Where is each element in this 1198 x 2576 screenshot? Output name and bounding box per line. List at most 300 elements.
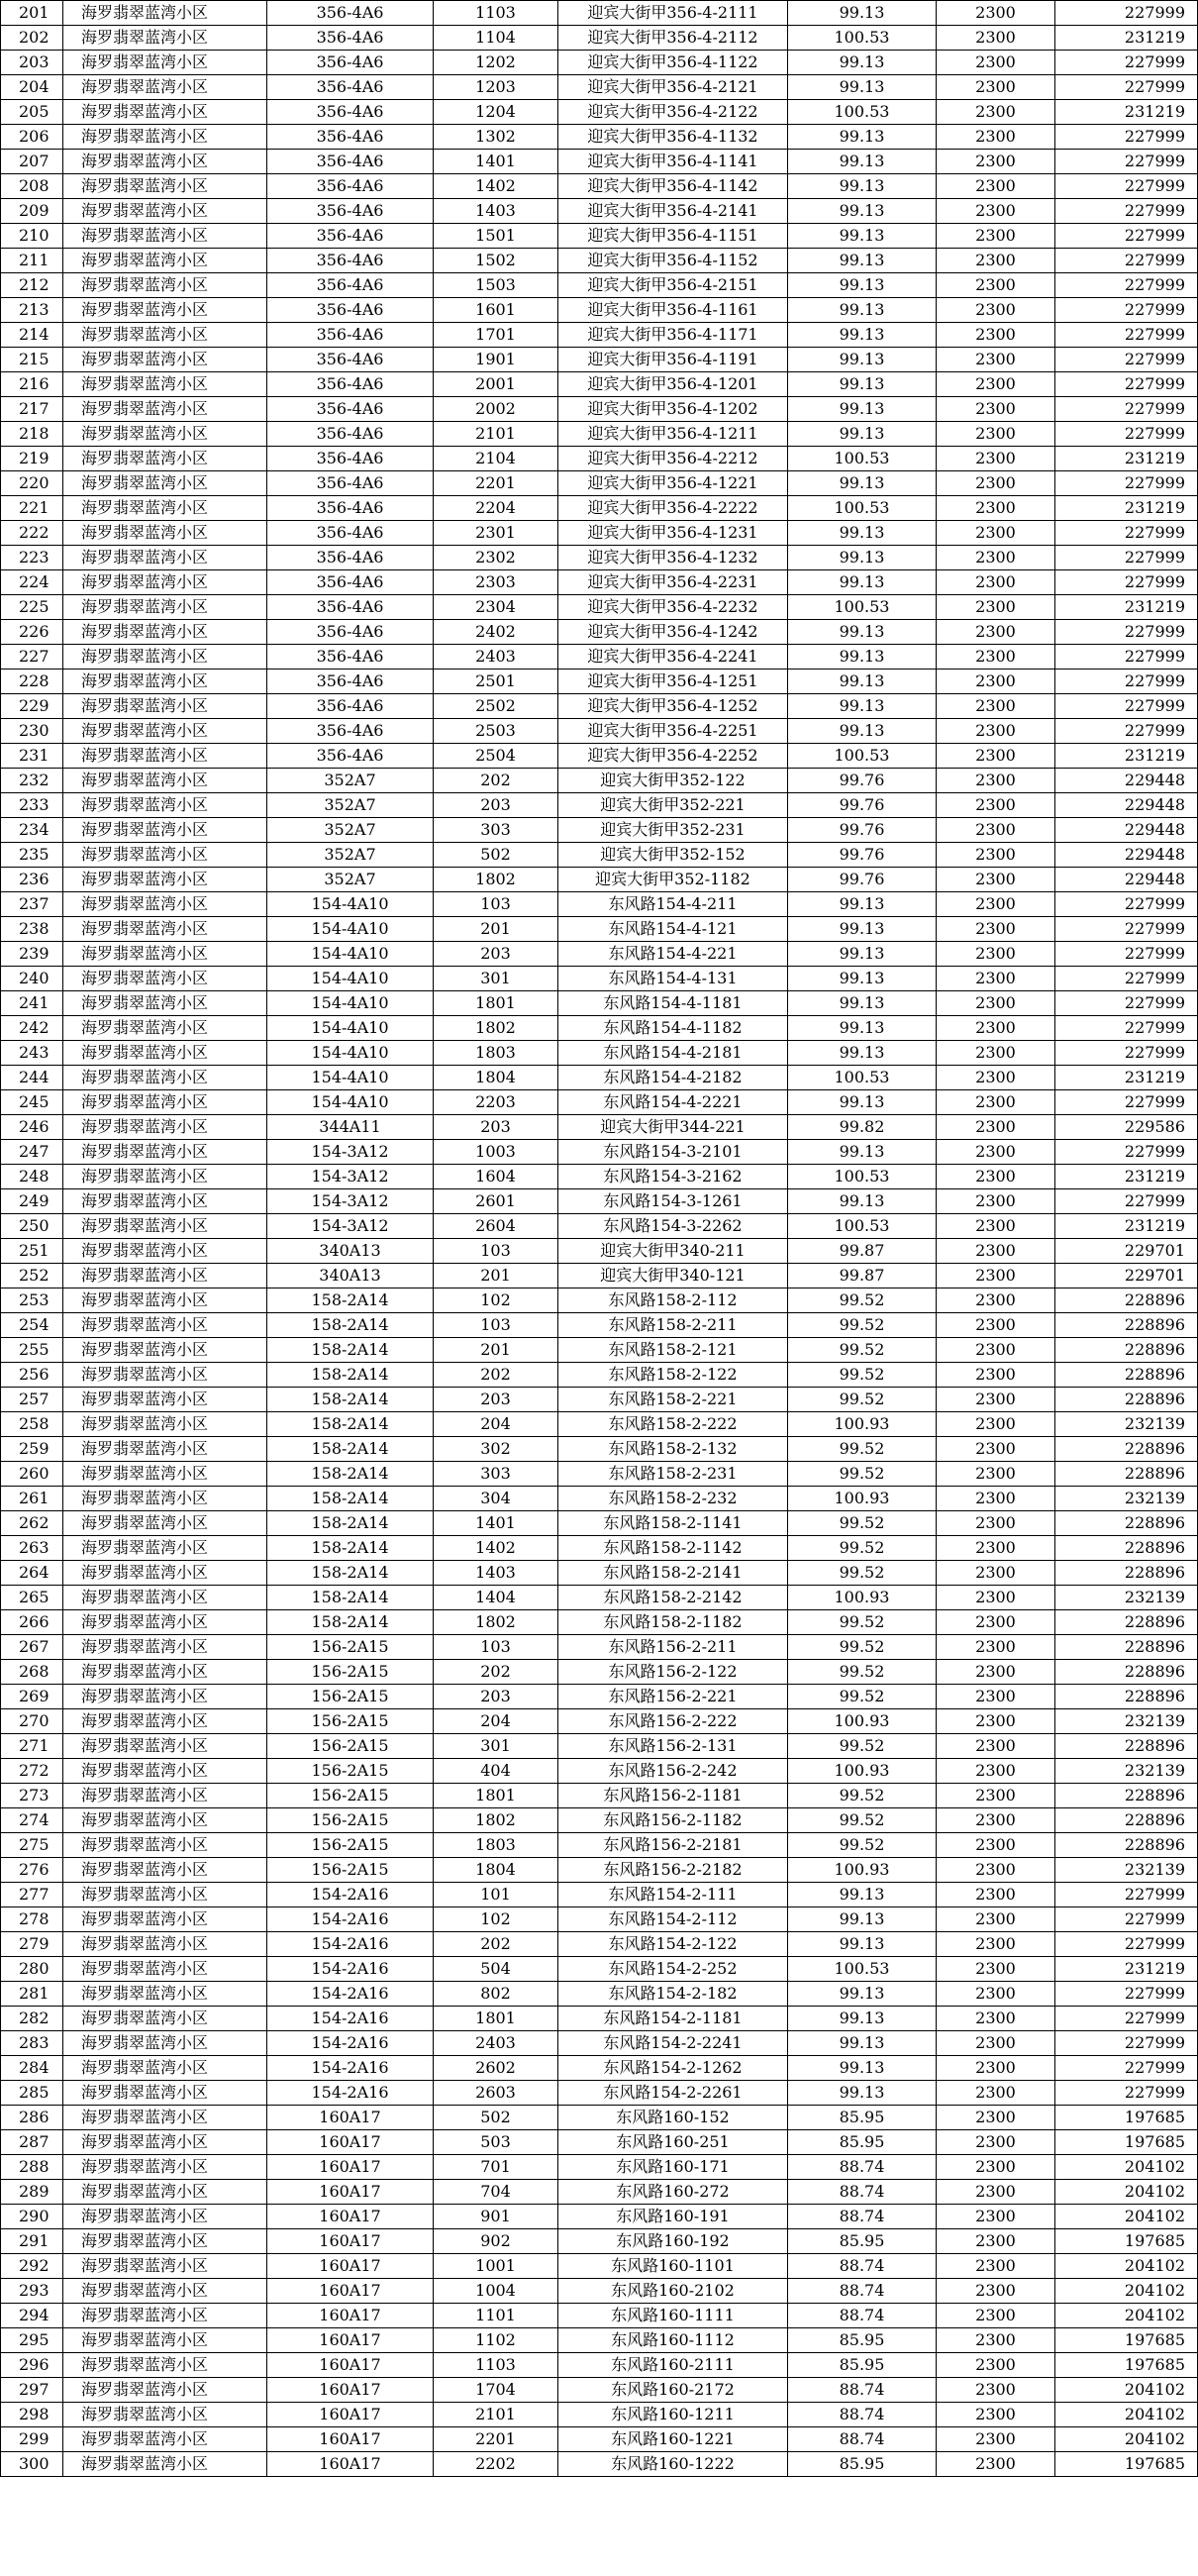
unit-price-cell: 2300 <box>937 1511 1055 1536</box>
building-number-cell: 156-2A15 <box>267 1833 434 1858</box>
table-row <box>1 595 1198 620</box>
total-price-cell: 197685 <box>1055 2353 1198 2378</box>
area-cell: 99.76 <box>788 843 937 868</box>
unit-price-cell: 2300 <box>937 1858 1055 1883</box>
table-row <box>1 2155 1198 2180</box>
address-cell: 迎宾大街甲356-4-1231 <box>558 521 788 546</box>
building-number-cell: 156-2A15 <box>267 1734 434 1759</box>
community-name-cell: 海罗翡翠蓝湾小区 <box>63 2205 267 2229</box>
room-number-cell: 102 <box>434 1907 558 1932</box>
row-index-cell: 287 <box>1 2130 63 2155</box>
unit-price-cell: 2300 <box>937 1759 1055 1784</box>
unit-price-cell: 2300 <box>937 1090 1055 1115</box>
building-number-cell: 154-3A12 <box>267 1165 434 1189</box>
community-name-cell: 海罗翡翠蓝湾小区 <box>63 348 267 372</box>
table-row <box>1 249 1198 273</box>
total-price-cell: 227999 <box>1055 719 1198 744</box>
room-number-cell: 103 <box>434 892 558 917</box>
area-cell: 88.74 <box>788 2205 937 2229</box>
area-cell: 100.53 <box>788 1165 937 1189</box>
community-name-cell: 海罗翡翠蓝湾小区 <box>63 2130 267 2155</box>
room-number-cell: 1804 <box>434 1858 558 1883</box>
area-cell: 99.13 <box>788 694 937 719</box>
building-number-cell: 154-2A16 <box>267 2007 434 2031</box>
building-number-cell: 160A17 <box>267 2304 434 2328</box>
building-number-cell: 356-4A6 <box>267 570 434 595</box>
unit-price-cell: 2300 <box>937 249 1055 273</box>
area-cell: 88.74 <box>788 2279 937 2304</box>
row-index-cell: 203 <box>1 51 63 75</box>
area-cell: 99.13 <box>788 471 937 496</box>
total-price-cell: 227999 <box>1055 298 1198 323</box>
room-number-cell: 1802 <box>434 1808 558 1833</box>
address-cell: 东风路160-152 <box>558 2106 788 2130</box>
building-number-cell: 352A7 <box>267 868 434 892</box>
area-cell: 99.13 <box>788 1 937 26</box>
community-name-cell: 海罗翡翠蓝湾小区 <box>63 1660 267 1685</box>
address-cell: 迎宾大街甲356-4-1142 <box>558 174 788 199</box>
community-name-cell: 海罗翡翠蓝湾小区 <box>63 1 267 26</box>
room-number-cell: 202 <box>434 1932 558 1957</box>
community-name-cell: 海罗翡翠蓝湾小区 <box>63 1858 267 1883</box>
address-cell: 迎宾大街甲356-4-1152 <box>558 249 788 273</box>
room-number-cell: 2101 <box>434 2403 558 2427</box>
area-cell: 99.13 <box>788 224 937 249</box>
address-cell: 东风路158-2-211 <box>558 1313 788 1338</box>
table-row <box>1 323 1198 348</box>
total-price-cell: 204102 <box>1055 2205 1198 2229</box>
community-name-cell: 海罗翡翠蓝湾小区 <box>63 942 267 967</box>
building-number-cell: 154-4A10 <box>267 1016 434 1041</box>
row-index-cell: 204 <box>1 75 63 100</box>
room-number-cell: 201 <box>434 1338 558 1363</box>
building-number-cell: 160A17 <box>267 2353 434 2378</box>
total-price-cell: 204102 <box>1055 2279 1198 2304</box>
address-cell: 东风路158-2-222 <box>558 1412 788 1437</box>
address-cell: 东风路158-2-112 <box>558 1288 788 1313</box>
community-name-cell: 海罗翡翠蓝湾小区 <box>63 843 267 868</box>
address-cell: 东风路154-3-2162 <box>558 1165 788 1189</box>
total-price-cell: 227999 <box>1055 1 1198 26</box>
row-index-cell: 293 <box>1 2279 63 2304</box>
total-price-cell: 227999 <box>1055 150 1198 174</box>
area-cell: 85.95 <box>788 2130 937 2155</box>
unit-price-cell: 2300 <box>937 521 1055 546</box>
community-name-cell: 海罗翡翠蓝湾小区 <box>63 323 267 348</box>
unit-price-cell: 2300 <box>937 1288 1055 1313</box>
room-number-cell: 1501 <box>434 224 558 249</box>
table-row <box>1 496 1198 521</box>
building-number-cell: 356-4A6 <box>267 422 434 447</box>
row-index-cell: 299 <box>1 2427 63 2452</box>
area-cell: 99.13 <box>788 620 937 645</box>
table-row <box>1 620 1198 645</box>
address-cell: 迎宾大街甲352-231 <box>558 818 788 843</box>
building-number-cell: 160A17 <box>267 2130 434 2155</box>
building-number-cell: 158-2A14 <box>267 1363 434 1388</box>
building-number-cell: 356-4A6 <box>267 100 434 125</box>
building-number-cell: 154-2A16 <box>267 1982 434 2007</box>
address-cell: 迎宾大街甲356-4-1122 <box>558 51 788 75</box>
building-number-cell: 156-2A15 <box>267 1858 434 1883</box>
table-row <box>1 1288 1198 1313</box>
area-cell: 99.13 <box>788 51 937 75</box>
room-number-cell: 202 <box>434 769 558 793</box>
area-cell: 99.13 <box>788 1907 937 1932</box>
address-cell: 东风路154-2-2241 <box>558 2031 788 2056</box>
total-price-cell: 228896 <box>1055 1561 1198 1586</box>
room-number-cell: 203 <box>434 942 558 967</box>
address-cell: 迎宾大街甲356-4-1211 <box>558 422 788 447</box>
area-cell: 99.52 <box>788 1734 937 1759</box>
building-number-cell: 158-2A14 <box>267 1288 434 1313</box>
community-name-cell: 海罗翡翠蓝湾小区 <box>63 1140 267 1165</box>
unit-price-cell: 2300 <box>937 2180 1055 2205</box>
total-price-cell: 229701 <box>1055 1264 1198 1288</box>
community-name-cell: 海罗翡翠蓝湾小区 <box>63 991 267 1016</box>
community-name-cell: 海罗翡翠蓝湾小区 <box>63 1883 267 1907</box>
table-row <box>1 199 1198 224</box>
address-cell: 东风路154-2-122 <box>558 1932 788 1957</box>
area-cell: 99.52 <box>788 1660 937 1685</box>
community-name-cell: 海罗翡翠蓝湾小区 <box>63 2155 267 2180</box>
building-number-cell: 160A17 <box>267 2328 434 2353</box>
building-number-cell: 154-3A12 <box>267 1214 434 1239</box>
total-price-cell: 228896 <box>1055 1833 1198 1858</box>
unit-price-cell: 2300 <box>937 1487 1055 1511</box>
address-cell: 迎宾大街甲340-121 <box>558 1264 788 1288</box>
community-name-cell: 海罗翡翠蓝湾小区 <box>63 670 267 694</box>
room-number-cell: 2302 <box>434 546 558 570</box>
row-index-cell: 274 <box>1 1808 63 1833</box>
unit-price-cell: 2300 <box>937 1982 1055 2007</box>
community-name-cell: 海罗翡翠蓝湾小区 <box>63 917 267 942</box>
address-cell: 东风路160-2102 <box>558 2279 788 2304</box>
community-name-cell: 海罗翡翠蓝湾小区 <box>63 1808 267 1833</box>
row-index-cell: 242 <box>1 1016 63 1041</box>
area-cell: 100.93 <box>788 1759 937 1784</box>
row-index-cell: 223 <box>1 546 63 570</box>
row-index-cell: 278 <box>1 1907 63 1932</box>
building-number-cell: 352A7 <box>267 769 434 793</box>
area-cell: 99.13 <box>788 1041 937 1066</box>
area-cell: 99.13 <box>788 942 937 967</box>
unit-price-cell: 2300 <box>937 2353 1055 2378</box>
total-price-cell: 231219 <box>1055 26 1198 51</box>
total-price-cell: 204102 <box>1055 2254 1198 2279</box>
room-number-cell: 901 <box>434 2205 558 2229</box>
unit-price-cell: 2300 <box>937 1338 1055 1363</box>
community-name-cell: 海罗翡翠蓝湾小区 <box>63 298 267 323</box>
total-price-cell: 227999 <box>1055 422 1198 447</box>
address-cell: 东风路160-1222 <box>558 2452 788 2477</box>
total-price-cell: 228896 <box>1055 1511 1198 1536</box>
unit-price-cell: 2300 <box>937 2155 1055 2180</box>
room-number-cell: 704 <box>434 2180 558 2205</box>
address-cell: 东风路154-2-1262 <box>558 2056 788 2081</box>
community-name-cell: 海罗翡翠蓝湾小区 <box>63 546 267 570</box>
area-cell: 99.87 <box>788 1239 937 1264</box>
community-name-cell: 海罗翡翠蓝湾小区 <box>63 818 267 843</box>
building-number-cell: 356-4A6 <box>267 26 434 51</box>
room-number-cell: 1302 <box>434 125 558 150</box>
address-cell: 东风路154-4-1181 <box>558 991 788 1016</box>
unit-price-cell: 2300 <box>937 1635 1055 1660</box>
table-row <box>1 2031 1198 2056</box>
table-row <box>1 1982 1198 2007</box>
area-cell: 100.53 <box>788 26 937 51</box>
community-name-cell: 海罗翡翠蓝湾小区 <box>63 570 267 595</box>
total-price-cell: 227999 <box>1055 397 1198 422</box>
address-cell: 迎宾大街甲356-4-1201 <box>558 372 788 397</box>
table-row <box>1 348 1198 372</box>
building-number-cell: 160A17 <box>267 2180 434 2205</box>
unit-price-cell: 2300 <box>937 397 1055 422</box>
unit-price-cell: 2300 <box>937 273 1055 298</box>
building-number-cell: 154-2A16 <box>267 1957 434 1982</box>
building-number-cell: 356-4A6 <box>267 75 434 100</box>
table-row <box>1 1586 1198 1610</box>
row-index-cell: 216 <box>1 372 63 397</box>
area-cell: 99.13 <box>788 273 937 298</box>
row-index-cell: 259 <box>1 1437 63 1462</box>
building-number-cell: 352A7 <box>267 818 434 843</box>
unit-price-cell: 2300 <box>937 942 1055 967</box>
total-price-cell: 227999 <box>1055 521 1198 546</box>
building-number-cell: 160A17 <box>267 2403 434 2427</box>
row-index-cell: 265 <box>1 1586 63 1610</box>
address-cell: 迎宾大街甲356-4-1132 <box>558 125 788 150</box>
row-index-cell: 222 <box>1 521 63 546</box>
unit-price-cell: 2300 <box>937 967 1055 991</box>
room-number-cell: 1103 <box>434 1 558 26</box>
room-number-cell: 1104 <box>434 26 558 51</box>
table-row <box>1 150 1198 174</box>
room-number-cell: 1402 <box>434 1536 558 1561</box>
community-name-cell: 海罗翡翠蓝湾小区 <box>63 1363 267 1388</box>
area-cell: 99.13 <box>788 2081 937 2106</box>
community-name-cell: 海罗翡翠蓝湾小区 <box>63 471 267 496</box>
address-cell: 东风路154-3-1261 <box>558 1189 788 1214</box>
unit-price-cell: 2300 <box>937 1437 1055 1462</box>
room-number-cell: 2202 <box>434 2452 558 2477</box>
unit-price-cell: 2300 <box>937 2254 1055 2279</box>
room-number-cell: 202 <box>434 1660 558 1685</box>
total-price-cell: 204102 <box>1055 2427 1198 2452</box>
area-cell: 100.53 <box>788 595 937 620</box>
table-row <box>1 2229 1198 2254</box>
unit-price-cell: 2300 <box>937 125 1055 150</box>
building-number-cell: 160A17 <box>267 2279 434 2304</box>
address-cell: 东风路154-2-182 <box>558 1982 788 2007</box>
row-index-cell: 218 <box>1 422 63 447</box>
building-number-cell: 356-4A6 <box>267 670 434 694</box>
unit-price-cell: 2300 <box>937 2007 1055 2031</box>
area-cell: 88.74 <box>788 2378 937 2403</box>
area-cell: 88.74 <box>788 2180 937 2205</box>
unit-price-cell: 2300 <box>937 2081 1055 2106</box>
area-cell: 100.93 <box>788 1709 937 1734</box>
address-cell: 迎宾大街甲356-4-2122 <box>558 100 788 125</box>
building-number-cell: 356-4A6 <box>267 174 434 199</box>
row-index-cell: 248 <box>1 1165 63 1189</box>
table-row <box>1 2427 1198 2452</box>
total-price-cell: 227999 <box>1055 1932 1198 1957</box>
building-number-cell: 158-2A14 <box>267 1437 434 1462</box>
table-row <box>1 224 1198 249</box>
address-cell: 东风路156-2-211 <box>558 1635 788 1660</box>
community-name-cell: 海罗翡翠蓝湾小区 <box>63 372 267 397</box>
address-cell: 迎宾大街甲344-221 <box>558 1115 788 1140</box>
table-row <box>1 991 1198 1016</box>
row-index-cell: 270 <box>1 1709 63 1734</box>
table-row <box>1 2254 1198 2279</box>
room-number-cell: 1604 <box>434 1165 558 1189</box>
row-index-cell: 279 <box>1 1932 63 1957</box>
unit-price-cell: 2300 <box>937 1140 1055 1165</box>
area-cell: 88.74 <box>788 2427 937 2452</box>
unit-price-cell: 2300 <box>937 1586 1055 1610</box>
room-number-cell: 1401 <box>434 1511 558 1536</box>
table-row <box>1 1090 1198 1115</box>
area-cell: 99.82 <box>788 1115 937 1140</box>
room-number-cell: 1403 <box>434 1561 558 1586</box>
building-number-cell: 154-2A16 <box>267 1932 434 1957</box>
community-name-cell: 海罗翡翠蓝湾小区 <box>63 1462 267 1487</box>
area-cell: 99.13 <box>788 323 937 348</box>
unit-price-cell: 2300 <box>937 1957 1055 1982</box>
row-index-cell: 202 <box>1 26 63 51</box>
table-row <box>1 1338 1198 1363</box>
area-cell: 99.13 <box>788 991 937 1016</box>
building-number-cell: 160A17 <box>267 2378 434 2403</box>
building-number-cell: 344A11 <box>267 1115 434 1140</box>
row-index-cell: 276 <box>1 1858 63 1883</box>
room-number-cell: 1003 <box>434 1140 558 1165</box>
room-number-cell: 1103 <box>434 2353 558 2378</box>
building-number-cell: 156-2A15 <box>267 1808 434 1833</box>
area-cell: 99.52 <box>788 1685 937 1709</box>
table-row <box>1 2180 1198 2205</box>
table-row <box>1 2304 1198 2328</box>
community-name-cell: 海罗翡翠蓝湾小区 <box>63 645 267 670</box>
community-name-cell: 海罗翡翠蓝湾小区 <box>63 1189 267 1214</box>
unit-price-cell: 2300 <box>937 1214 1055 1239</box>
unit-price-cell: 2300 <box>937 51 1055 75</box>
area-cell: 85.95 <box>788 2229 937 2254</box>
total-price-cell: 197685 <box>1055 2130 1198 2155</box>
room-number-cell: 902 <box>434 2229 558 2254</box>
total-price-cell: 229448 <box>1055 769 1198 793</box>
address-cell: 迎宾大街甲356-4-1252 <box>558 694 788 719</box>
community-name-cell: 海罗翡翠蓝湾小区 <box>63 397 267 422</box>
unit-price-cell: 2300 <box>937 2106 1055 2130</box>
unit-price-cell: 2300 <box>937 1313 1055 1338</box>
total-price-cell: 228896 <box>1055 1338 1198 1363</box>
unit-price-cell: 2300 <box>937 2378 1055 2403</box>
unit-price-cell: 2300 <box>937 2427 1055 2452</box>
area-cell: 88.74 <box>788 2304 937 2328</box>
room-number-cell: 204 <box>434 1412 558 1437</box>
total-price-cell: 227999 <box>1055 323 1198 348</box>
address-cell: 东风路158-2-2141 <box>558 1561 788 1586</box>
community-name-cell: 海罗翡翠蓝湾小区 <box>63 744 267 769</box>
building-number-cell: 356-4A6 <box>267 521 434 546</box>
area-cell: 100.53 <box>788 447 937 471</box>
area-cell: 99.13 <box>788 719 937 744</box>
row-index-cell: 285 <box>1 2081 63 2106</box>
total-price-cell: 227999 <box>1055 967 1198 991</box>
table-row <box>1 1412 1198 1437</box>
address-cell: 东风路154-3-2262 <box>558 1214 788 1239</box>
community-name-cell: 海罗翡翠蓝湾小区 <box>63 892 267 917</box>
building-number-cell: 356-4A6 <box>267 298 434 323</box>
room-number-cell: 1101 <box>434 2304 558 2328</box>
table-row <box>1 769 1198 793</box>
room-number-cell: 203 <box>434 1685 558 1709</box>
unit-price-cell: 2300 <box>937 793 1055 818</box>
table-row <box>1 2279 1198 2304</box>
row-index-cell: 283 <box>1 2031 63 2056</box>
unit-price-cell: 2300 <box>937 422 1055 447</box>
building-number-cell: 154-4A10 <box>267 1066 434 1090</box>
row-index-cell: 298 <box>1 2403 63 2427</box>
community-name-cell: 海罗翡翠蓝湾小区 <box>63 719 267 744</box>
total-price-cell: 227999 <box>1055 1907 1198 1932</box>
community-name-cell: 海罗翡翠蓝湾小区 <box>63 1907 267 1932</box>
room-number-cell: 2002 <box>434 397 558 422</box>
table-row <box>1 471 1198 496</box>
unit-price-cell: 2300 <box>937 1610 1055 1635</box>
row-index-cell: 288 <box>1 2155 63 2180</box>
row-index-cell: 272 <box>1 1759 63 1784</box>
row-index-cell: 247 <box>1 1140 63 1165</box>
community-name-cell: 海罗翡翠蓝湾小区 <box>63 125 267 150</box>
total-price-cell: 231219 <box>1055 595 1198 620</box>
area-cell: 99.13 <box>788 150 937 174</box>
unit-price-cell: 2300 <box>937 570 1055 595</box>
table-row <box>1 100 1198 125</box>
total-price-cell: 227999 <box>1055 670 1198 694</box>
community-name-cell: 海罗翡翠蓝湾小区 <box>63 447 267 471</box>
table-row <box>1 298 1198 323</box>
building-number-cell: 158-2A14 <box>267 1462 434 1487</box>
community-name-cell: 海罗翡翠蓝湾小区 <box>63 521 267 546</box>
address-cell: 东风路160-251 <box>558 2130 788 2155</box>
building-number-cell: 356-4A6 <box>267 150 434 174</box>
area-cell: 88.74 <box>788 2155 937 2180</box>
building-number-cell: 158-2A14 <box>267 1536 434 1561</box>
table-row <box>1 1610 1198 1635</box>
building-number-cell: 158-2A14 <box>267 1511 434 1536</box>
community-name-cell: 海罗翡翠蓝湾小区 <box>63 2254 267 2279</box>
unit-price-cell: 2300 <box>937 1709 1055 1734</box>
address-cell: 迎宾大街甲356-4-1221 <box>558 471 788 496</box>
table-row <box>1 719 1198 744</box>
address-cell: 迎宾大街甲356-4-2232 <box>558 595 788 620</box>
community-name-cell: 海罗翡翠蓝湾小区 <box>63 1685 267 1709</box>
area-cell: 88.74 <box>788 2254 937 2279</box>
room-number-cell: 1102 <box>434 2328 558 2353</box>
area-cell: 85.95 <box>788 2353 937 2378</box>
unit-price-cell: 2300 <box>937 1388 1055 1412</box>
address-cell: 迎宾大街甲352-152 <box>558 843 788 868</box>
table-row <box>1 1511 1198 1536</box>
unit-price-cell: 2300 <box>937 224 1055 249</box>
community-name-cell: 海罗翡翠蓝湾小区 <box>63 1784 267 1808</box>
row-index-cell: 226 <box>1 620 63 645</box>
unit-price-cell: 2300 <box>937 1883 1055 1907</box>
